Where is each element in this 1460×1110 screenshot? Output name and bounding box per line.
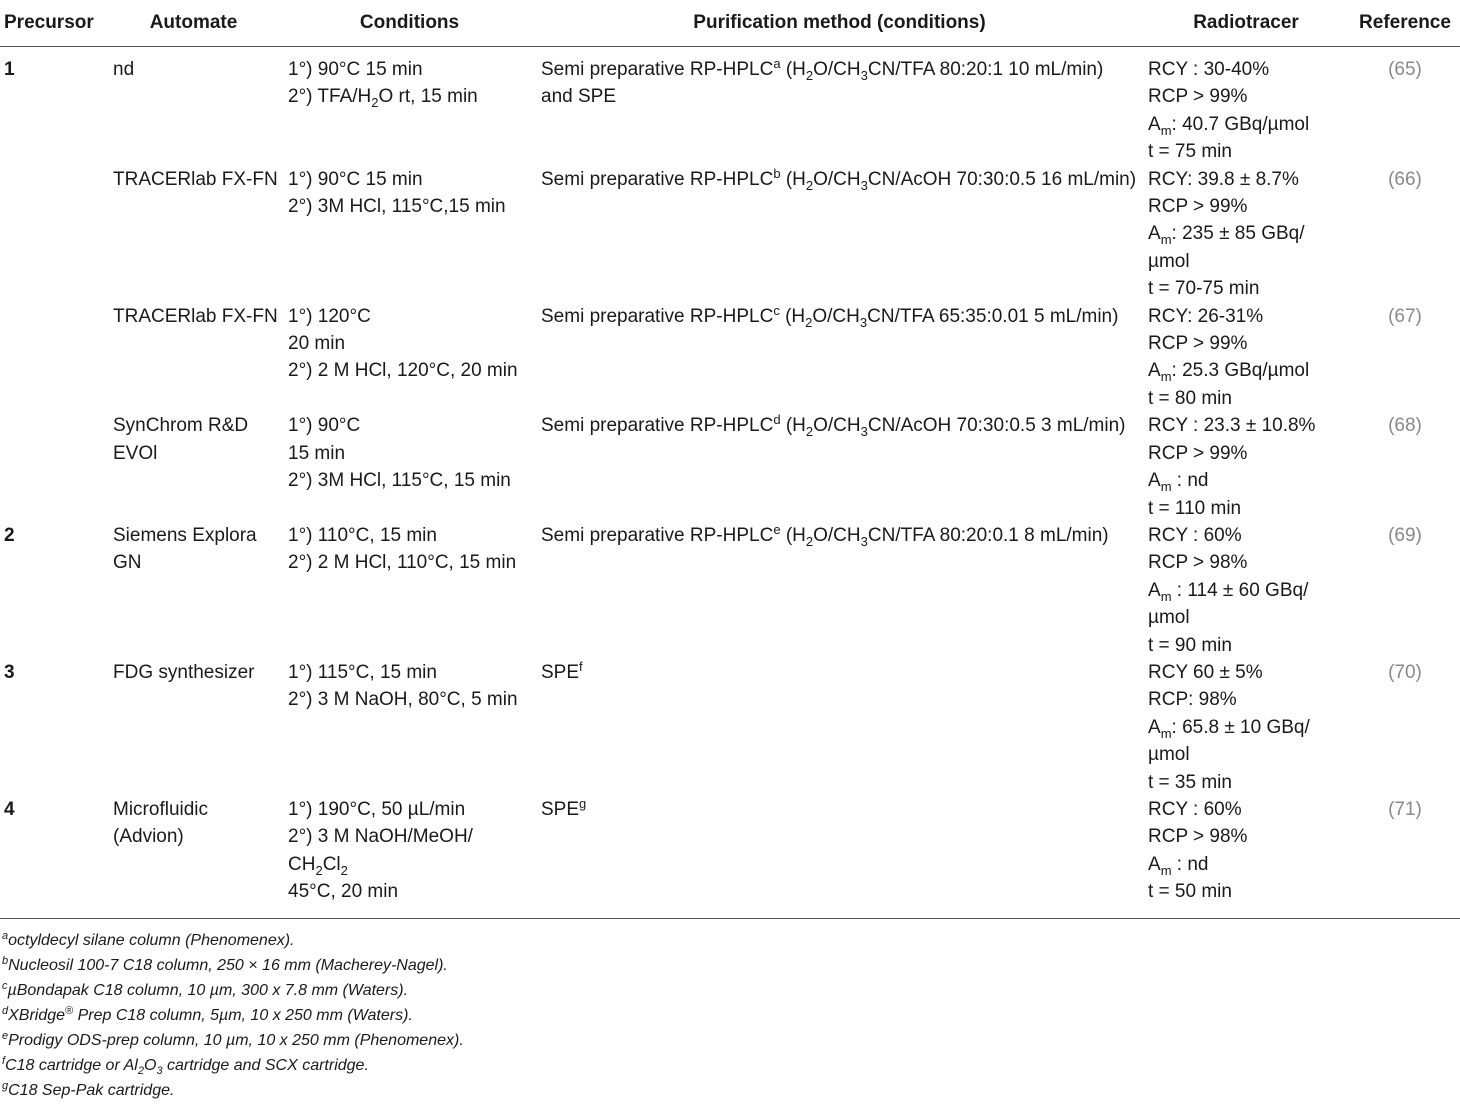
cell-reference[interactable]: (69)	[1388, 524, 1422, 546]
cell-line: RCP > 99%	[1148, 442, 1248, 464]
cell-line: Siemens Explora	[113, 524, 257, 546]
cell-line: Semi preparative RP-HPLC$^d$ ($H_2O/CH_3CN$/AcOH 70:30:0.5 3 mL/min)	[541, 412, 1126, 440]
cell-line: RCY: 26-31%	[1148, 305, 1264, 327]
cell-line: $A_m$ : nd	[1148, 470, 1209, 495]
cell-line: $A_m$: 235 ± 85 GBq/	[1148, 223, 1305, 248]
cell-line: t = 110 min	[1148, 497, 1242, 519]
cell-purification	[537, 303, 1142, 413]
cell-precursor	[0, 522, 105, 659]
cell-conditions	[282, 412, 537, 522]
cell-line: RCY : 30-40%	[1148, 59, 1270, 80]
header-automate: Automate	[105, 0, 282, 47]
cell-line: 1°) 90°C 15 min	[288, 168, 423, 190]
cell-precursor	[0, 659, 105, 796]
cell-line: Semi preparative RP-HPLC$^e$ ($H_2O/CH_3CN$/TFA 80:20:0.1 8 mL/min)	[541, 521, 1109, 549]
cell-automate	[105, 522, 282, 659]
cell-precursor	[0, 166, 105, 303]
cell-line: $A_m$ : 114 ± 60 GBq/	[1148, 579, 1309, 604]
table-row	[0, 659, 1460, 796]
cell-line: 1°) 115°C, 15 min	[288, 661, 437, 683]
cell-line: t = 50 min	[1148, 881, 1232, 903]
cell-line: RCP > 99%	[1148, 333, 1248, 355]
cell-line: SynChrom R&D	[113, 415, 249, 437]
cell-line: RCP: 98%	[1148, 689, 1237, 711]
precursor-number: 2	[4, 524, 15, 546]
cell-automate	[105, 412, 282, 522]
cell-line: EVOl	[113, 442, 158, 464]
cell-reference[interactable]: (67)	[1388, 305, 1422, 327]
cell-radiotracer	[1142, 659, 1350, 796]
cell-line: and SPE	[541, 86, 616, 108]
header-radiotracer: Radiotracer	[1142, 0, 1350, 47]
cell-line: (Advion)	[113, 826, 184, 848]
cell-line: t = 70-75 min	[1148, 278, 1260, 300]
cell-conditions	[282, 303, 537, 413]
table-row	[0, 796, 1460, 918]
table-row	[0, 522, 1460, 659]
cell-purification	[537, 796, 1142, 918]
cell-line: TRACERlab FX-FN	[113, 305, 278, 327]
table-header-row	[0, 0, 1460, 47]
cell-line: 2°) 2 M HCl, 110°C, 15 min	[288, 552, 517, 574]
cell-line: 2°) 3 M NaOH, 80°C, 5 min	[288, 689, 518, 711]
cell-line: t = 35 min	[1148, 771, 1232, 793]
cell-line: 20 min	[288, 333, 346, 355]
cell-automate	[105, 659, 282, 796]
cell-line: t = 90 min	[1148, 634, 1232, 656]
cell-radiotracer	[1142, 303, 1350, 413]
cell-purification	[537, 47, 1142, 166]
cell-radiotracer	[1142, 166, 1350, 303]
footnote: $^b$Nucleosil 100-7 C18 column, 250 × 16 mm (Macherey-Nagel).	[2, 955, 448, 974]
cell-line: 2°) 2 M HCl, 120°C, 20 min	[288, 360, 518, 382]
cell-automate	[105, 303, 282, 413]
cell-line: 1°) 90°C	[288, 415, 361, 437]
cell-line: RCY : 60%	[1148, 524, 1242, 546]
cell-line: GN	[113, 552, 142, 574]
cell-conditions	[282, 47, 537, 166]
cell-automate	[105, 796, 282, 918]
footnote: $^a$octyldecyl silane column (Phenomenex).	[2, 930, 295, 949]
cell-automate	[105, 47, 282, 166]
precursor-number: 1	[4, 59, 15, 80]
cell-line: RCY : 23.3 ± 10.8%	[1148, 415, 1316, 437]
cell-reference[interactable]: (68)	[1388, 415, 1422, 437]
cell-line: 15 min	[288, 442, 346, 464]
precursor-number: 3	[4, 661, 15, 683]
cell-line: 2°) 3 M NaOH/MeOH/	[288, 826, 473, 848]
cell-reference[interactable]: (65)	[1388, 59, 1422, 80]
footnote: $^c$µBondapak C18 column, 10 µm, 300 x 7.8 mm (Waters).	[2, 980, 409, 999]
cell-conditions	[282, 522, 537, 659]
cell-purification	[537, 412, 1142, 522]
cell-line: Semi preparative RP-HPLC$^a$ ($H_2O/CH_3CN$/TFA 80:20:1 10 mL/min)	[541, 56, 1104, 83]
precursor-number: 4	[4, 798, 15, 820]
cell-line: 1°) 110°C, 15 min	[288, 524, 437, 546]
cell-line: $A_m$ : nd	[1148, 853, 1209, 878]
cell-precursor	[0, 796, 105, 918]
cell-line: 45°C, 20 min	[288, 881, 399, 903]
cell-conditions	[282, 166, 537, 303]
header-purification: Purification method (conditions)	[537, 0, 1142, 47]
cell-conditions	[282, 659, 537, 796]
cell-line: $A_m$: 65.8 ± 10 GBq/	[1148, 716, 1310, 741]
cell-line: µmol	[1148, 607, 1190, 629]
footnote: $^e$Prodigy ODS-prep column, 10 µm, 10 x 250 mm (Phenomenex).	[2, 1030, 464, 1049]
header-conditions: Conditions	[282, 0, 537, 47]
cell-line: $A_m$: 25.3 GBq/µmol	[1148, 360, 1310, 385]
cell-line: $A_m$: 40.7 GBq/µmol	[1148, 113, 1310, 138]
cell-line: RCP > 98%	[1148, 826, 1248, 848]
cell-line: 1°) 90°C 15 min	[288, 59, 423, 80]
footnote: $^d$XBridge® Prep C18 column, 5µm, 10 x 250 mm (Waters).	[2, 1005, 413, 1024]
table-footnotes	[0, 928, 1460, 1103]
header-precursor: Precursor	[0, 0, 105, 47]
cell-reference[interactable]: (66)	[1388, 168, 1422, 190]
cell-line: RCY: 39.8 ± 8.7%	[1148, 168, 1299, 190]
cell-conditions	[282, 796, 537, 918]
table-body	[0, 47, 1460, 919]
cell-line: RCP > 99%	[1148, 196, 1248, 218]
cell-radiotracer	[1142, 522, 1350, 659]
cell-line: TRACERlab FX-FN	[113, 168, 278, 190]
cell-line: FDG synthesizer	[113, 661, 255, 683]
cell-radiotracer	[1142, 412, 1350, 522]
cell-line: $CH_2Cl_2$	[288, 853, 348, 878]
cell-line: Microfluidic	[113, 798, 209, 820]
cell-line: RCY 60 ± 5%	[1148, 661, 1263, 683]
cell-line: 2°) TFA/$H_2O$ rt, 15 min	[288, 86, 478, 111]
cell-radiotracer	[1142, 796, 1350, 918]
cell-line: RCY : 60%	[1148, 798, 1242, 820]
cell-precursor	[0, 47, 105, 166]
cell-precursor	[0, 303, 105, 413]
cell-line: 2°) 3M HCl, 115°C, 15 min	[288, 470, 511, 492]
cell-line: SPE$^g$	[541, 795, 587, 820]
cell-line: SPE$^f$	[541, 658, 583, 683]
cell-line: RCP > 98%	[1148, 552, 1248, 574]
cell-line: 1°) 120°C	[288, 305, 371, 327]
cell-line: 1°) 190°C, 50 µL/min	[288, 798, 466, 820]
table-row	[0, 47, 1460, 166]
cell-line: Semi preparative RP-HPLC$^c$ ($H_2O/CH_3CN$/TFA 65:35:0.01 5 mL/min)	[541, 302, 1119, 330]
cell-line: nd	[113, 59, 135, 80]
cell-purification	[537, 166, 1142, 303]
cell-precursor	[0, 412, 105, 522]
cell-line: 2°) 3M HCl, 115°C,15 min	[288, 196, 506, 218]
cell-purification	[537, 659, 1142, 796]
cell-line: t = 75 min	[1148, 141, 1232, 163]
cell-line: t = 80 min	[1148, 387, 1232, 409]
cell-line: Semi preparative RP-HPLC$^b$ ($H_2O/CH_3CN$/AcOH 70:30:0.5 16 mL/min)	[541, 165, 1137, 193]
cell-line: µmol	[1148, 744, 1190, 766]
table-row	[0, 303, 1460, 413]
footnote: $^f$C18 cartridge or $Al_2O_3$ cartridge and SCX cartridge.	[2, 1055, 369, 1077]
footnote: $^g$C18 Sep-Pak cartridge.	[2, 1080, 175, 1099]
cell-line: µmol	[1148, 250, 1190, 272]
cell-purification	[537, 522, 1142, 659]
cell-reference[interactable]: (70)	[1388, 661, 1422, 683]
cell-radiotracer	[1142, 47, 1350, 166]
cell-automate	[105, 166, 282, 303]
cell-line: RCP > 99%	[1148, 86, 1248, 108]
table-row	[0, 412, 1460, 522]
cell-reference[interactable]: (71)	[1350, 796, 1460, 918]
table-row	[0, 166, 1460, 303]
header-reference: Reference	[1350, 0, 1460, 47]
